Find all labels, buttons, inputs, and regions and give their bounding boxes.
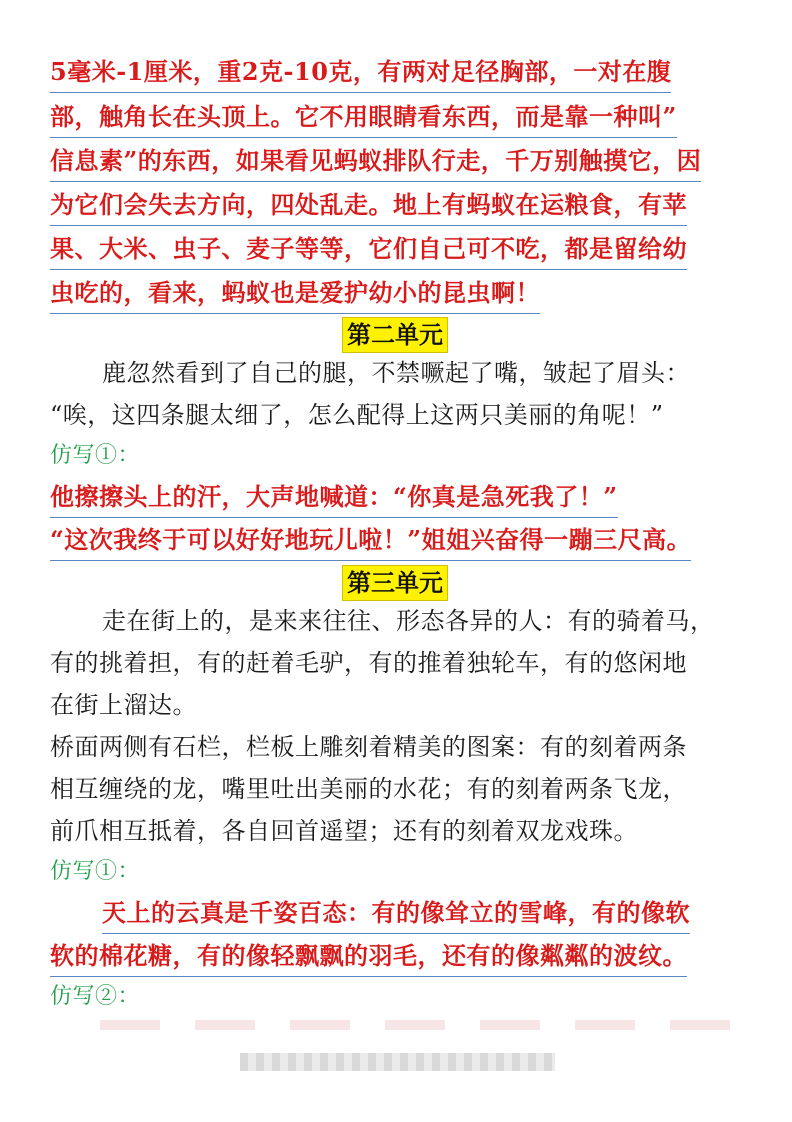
intro-line-2: 部，触角长在头顶上。它不用眼睛看东西，而是靠一种叫” bbox=[50, 97, 677, 138]
cutoff-text-row bbox=[100, 1020, 750, 1030]
unit2-heading: 第二单元 bbox=[342, 317, 448, 353]
blurred-watermark bbox=[240, 1053, 555, 1071]
unit2-imitate-line-1: 他擦擦头上的汗，大声地喊道：“你真是急死我了！” bbox=[50, 477, 618, 518]
unit2-text-line-1: 鹿忽然看到了自己的腿，不禁噘起了嘴，皱起了眉头： bbox=[102, 359, 690, 387]
unit3-text-line-1: 走在街上的，是来来往往、形态各异的人：有的骑着马， bbox=[102, 607, 715, 635]
unit3-text-line-6: 前爪相互抵着，各自回首遥望；还有的刻着双龙戏珠。 bbox=[50, 817, 638, 845]
intro-line-4: 为它们会失去方向，四处乱走。地上有蚂蚁在运粮食，有苹 bbox=[50, 185, 687, 226]
intro-line-6: 虫吃的，看来，蚂蚁也是爱护幼小的昆虫啊！ bbox=[50, 273, 540, 314]
unit3-imitate1-line-2: 软的棉花糖，有的像轻飘飘的羽毛，还有的像粼粼的波纹。 bbox=[50, 936, 687, 977]
unit3-text-line-4: 桥面两侧有石栏，栏板上雕刻着精美的图案：有的刻着两条 bbox=[50, 733, 687, 761]
unit3-text-line-2: 有的挑着担，有的赶着毛驴，有的推着独轮车，有的悠闲地 bbox=[50, 649, 687, 677]
unit3-text-line-3: 在街上溜达。 bbox=[50, 691, 197, 719]
unit2-imitate-line-2: “这次我终于可以好好地玩儿啦！”姐姐兴奋得一蹦三尺高。 bbox=[50, 520, 691, 561]
unit3-imitate1-label: 仿写①： bbox=[50, 859, 141, 884]
unit2-imitate-label: 仿写①： bbox=[50, 443, 141, 468]
unit3-imitate2-label: 仿写②： bbox=[50, 984, 141, 1009]
unit2-text-line-2: “唉，这四条腿太细了，怎么配得上这两只美丽的角呢！” bbox=[50, 401, 664, 429]
intro-line-1: 5毫米-1厘米，重2克-10克，有两对足径胸部，一对在腹 bbox=[50, 52, 671, 93]
unit3-imitate1-line-1: 天上的云真是千姿百态：有的像耸立的雪峰，有的像软 bbox=[102, 893, 690, 934]
unit3-text-line-5: 相互缠绕的龙，嘴里吐出美丽的水花；有的刻着两条飞龙， bbox=[50, 775, 687, 803]
unit3-heading: 第三单元 bbox=[342, 565, 448, 601]
intro-line-3: 信息素”的东西，如果看见蚂蚁排队行走，千万别触摸它，因 bbox=[50, 141, 701, 182]
intro-line-5: 果、大米、虫子、麦子等等，它们自己可不吃，都是留给幼 bbox=[50, 229, 687, 270]
